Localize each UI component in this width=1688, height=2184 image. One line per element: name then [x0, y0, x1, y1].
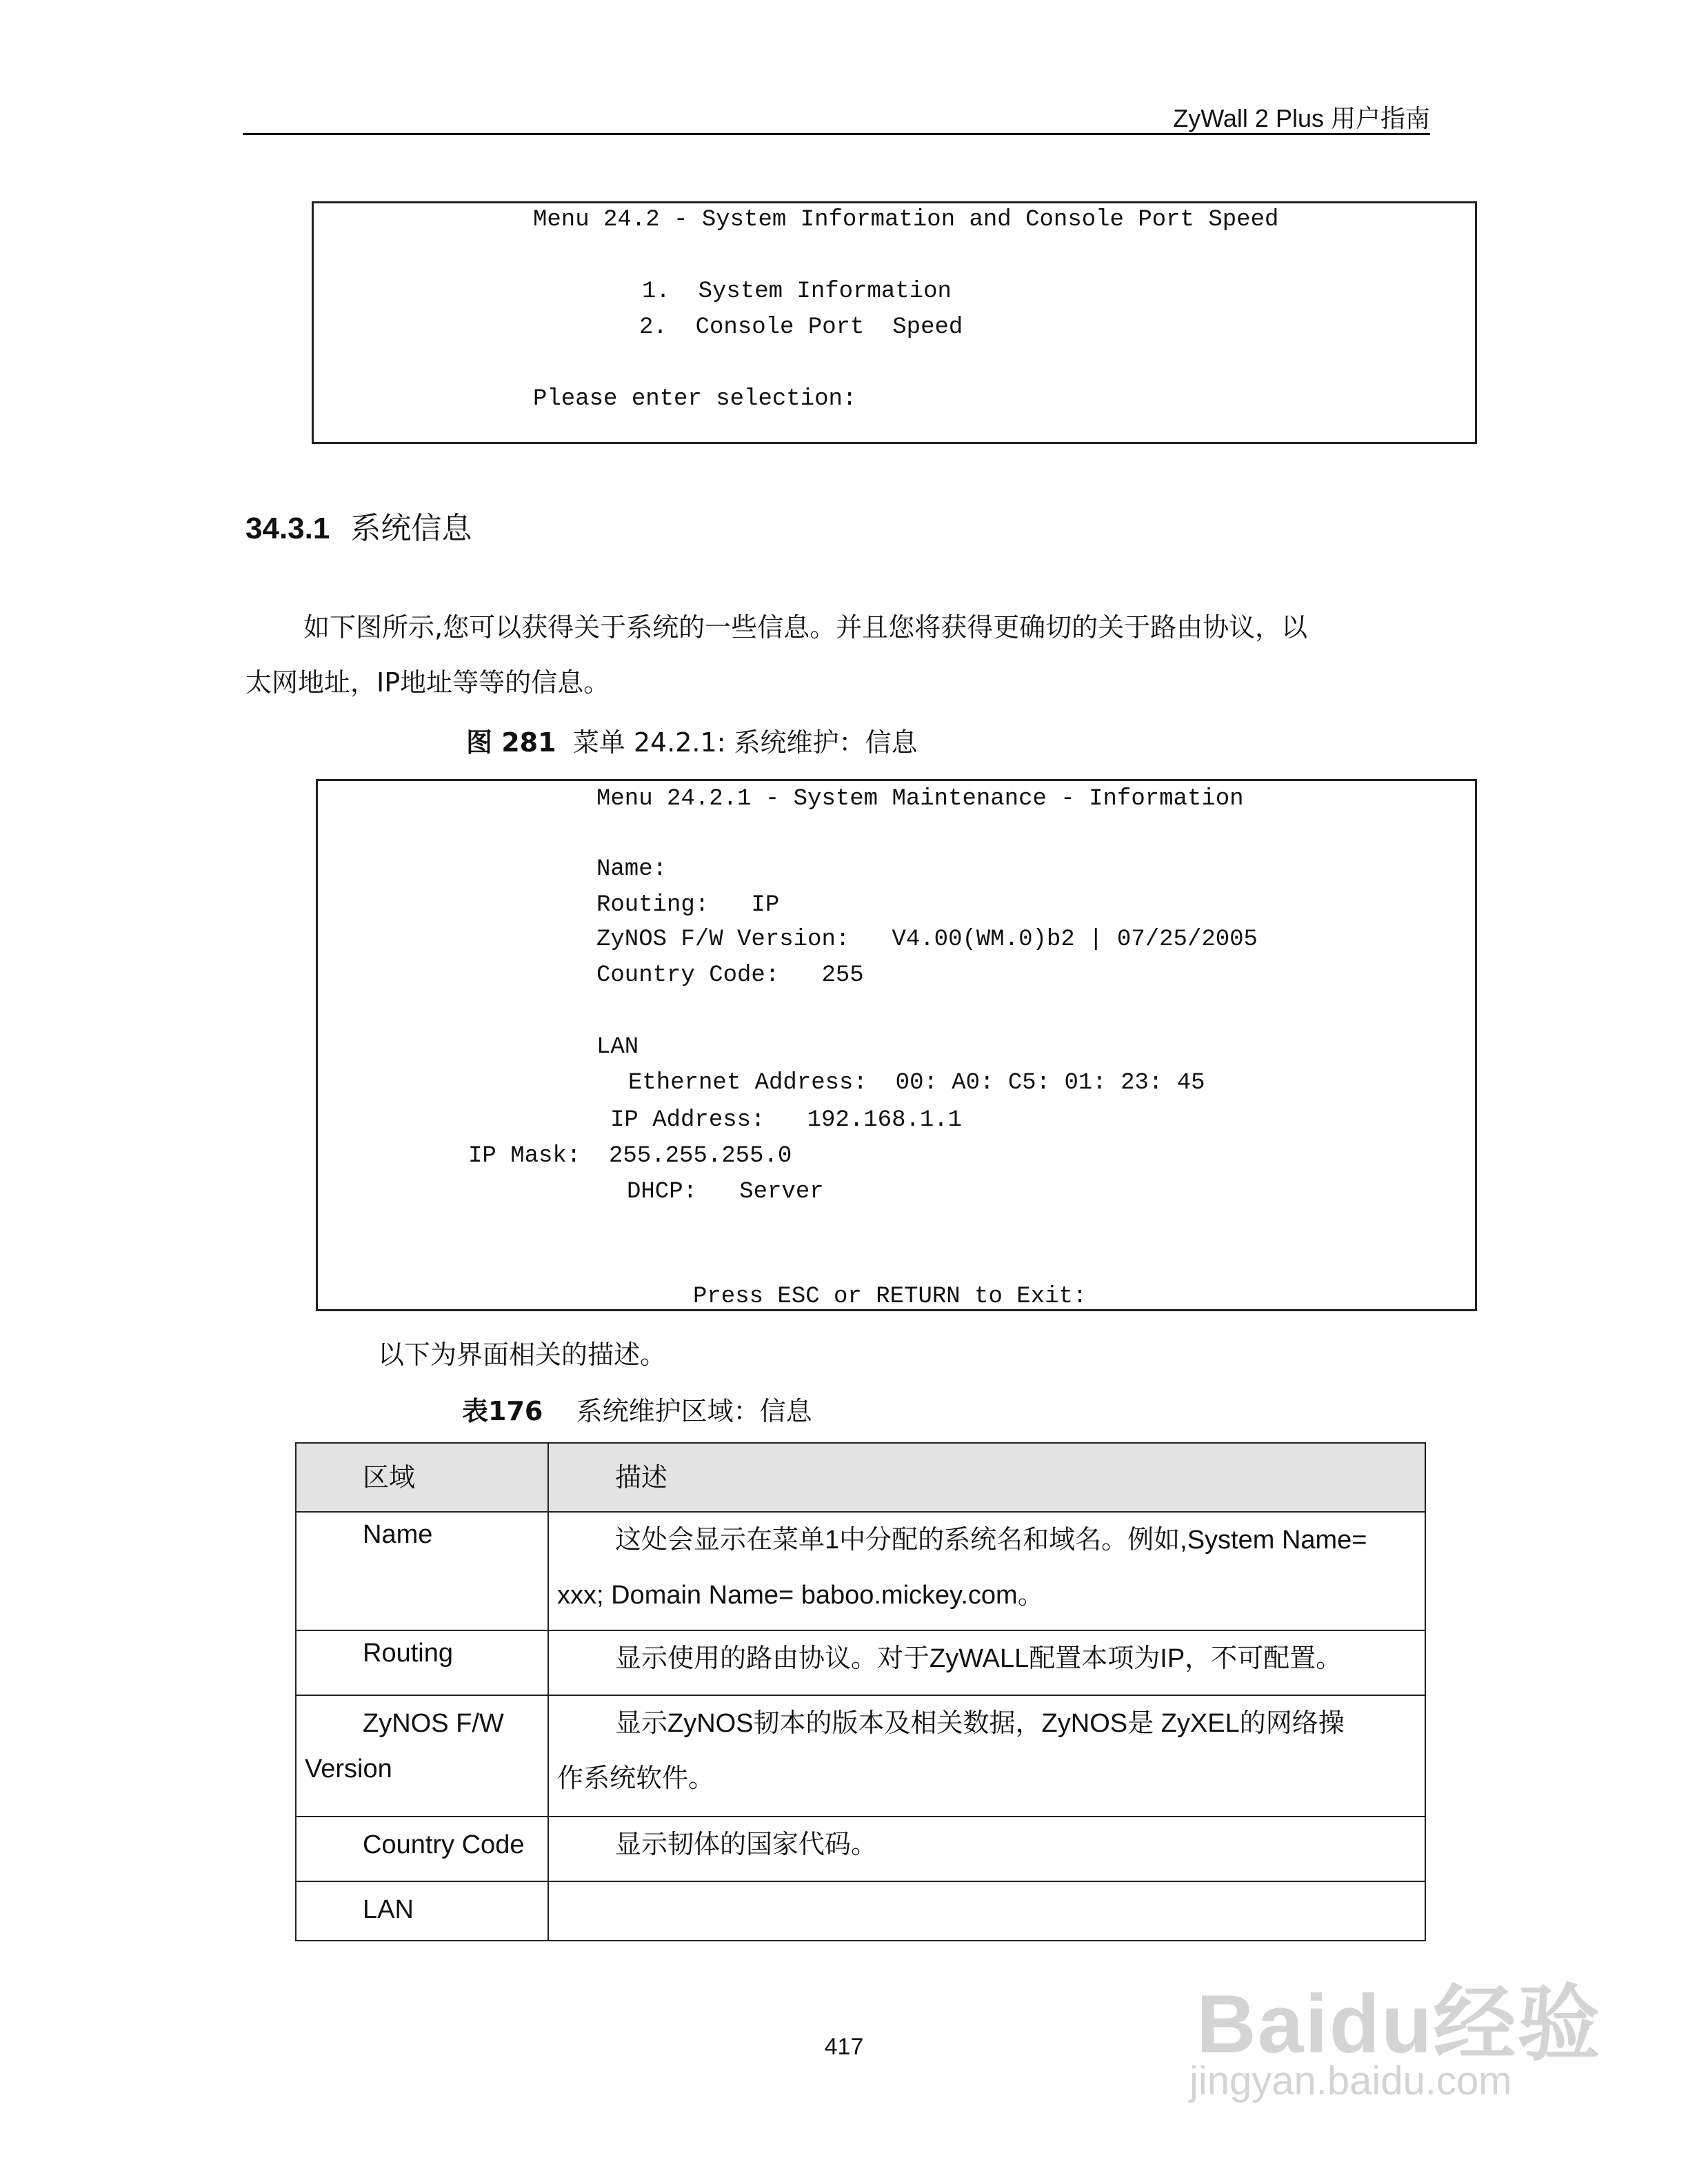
watermark-url: jingyan.baidu.com	[1189, 2059, 1512, 2103]
routing-line: Routing: IP	[596, 892, 780, 918]
ip-mask-line: IP Mask: 255.255.255.0	[468, 1143, 792, 1169]
menu-24-2-option-2: 2. Console Port Speed	[639, 314, 963, 341]
intro-line-2: 太网地址，IP地址等等的信息。	[245, 667, 610, 698]
menu-24-2-option-1: 1. System Information	[642, 279, 952, 305]
page-number: 417	[824, 2034, 864, 2060]
desc-cell: 显示使用的路由协议。对于ZyWALL配置本项为IP，不可配置。	[548, 1630, 1425, 1695]
ethernet-address-line: Ethernet Address: 00: A0: C5: 01: 23: 45	[628, 1070, 1205, 1096]
desc-cell	[548, 1881, 1425, 1941]
table-caption	[462, 1390, 812, 1428]
watermark-logo: Baidu经验	[1196, 1978, 1602, 2070]
menu-24-2-prompt: Please enter selection:	[533, 386, 857, 412]
dhcp-line: DHCP: Server	[627, 1179, 824, 1205]
table-row	[296, 1512, 1425, 1630]
menu-24-2-title: Menu 24.2 - System Information and Console Port Speed	[533, 207, 1279, 233]
field-cell: Name	[296, 1512, 548, 1630]
fw-version-line: ZyNOS F/W Version: V4.00(WM.0)b2 | 07/25/2005	[596, 927, 1258, 953]
field-cell: Country Code	[296, 1817, 548, 1881]
table-header-field: 区域	[296, 1443, 548, 1512]
table-row	[296, 1695, 1425, 1817]
describe-text: 以下为界面相关的描述。	[378, 1339, 667, 1370]
field-cell: ZyNOS F/W Version	[296, 1695, 548, 1817]
table-label: 表176	[462, 1396, 543, 1426]
header-title: ZyWall 2 Plus 用户指南	[1173, 104, 1430, 132]
field-cell: LAN	[296, 1881, 548, 1941]
lan-line: LAN	[596, 1034, 639, 1060]
figure-caption-text: 菜单 24.2.1: 系统维护：信息	[572, 727, 918, 758]
section-number: 34.3.1	[245, 512, 330, 545]
figure-caption	[466, 721, 918, 759]
ip-address-line: IP Address: 192.168.1.1	[610, 1107, 963, 1133]
menu-24-2-box	[312, 201, 1477, 444]
figure-label: 图 281	[466, 727, 556, 758]
desc-cell: 显示ZyNOS韧本的版本及相关数据，ZyNOS是 ZyXEL的网络操 作系统软件。	[548, 1695, 1425, 1817]
table-header-desc: 描述	[548, 1443, 1425, 1512]
field-cell: Routing	[296, 1630, 548, 1695]
menu-24-2-1-box	[316, 779, 1477, 1311]
menu-24-2-1-title: Menu 24.2.1 - System Maintenance - Information	[596, 786, 1244, 812]
section-title: 系统信息	[350, 512, 472, 545]
table-header-row	[296, 1443, 1425, 1512]
desc-cell: 显示韧体的国家代码。	[548, 1817, 1425, 1881]
table-row	[296, 1881, 1425, 1941]
intro-line-1: 如下图所示,您可以获得关于系统的一些信息。并且您将获得更确切的关于路由协议，以	[303, 612, 1308, 643]
desc-cell: 这处会显示在菜单1中分配的系统名和域名。例如,System Name= xxx; Domain Name= baboo.mickey.com。	[548, 1512, 1425, 1630]
exit-prompt: Press ESC or RETURN to Exit:	[693, 1284, 1087, 1310]
section-heading	[245, 503, 472, 547]
country-code-line: Country Code: 255	[596, 962, 864, 989]
table-row	[296, 1817, 1425, 1881]
header-rule	[243, 133, 1430, 135]
name-line: Name:	[596, 856, 667, 882]
description-table	[295, 1442, 1426, 1941]
table-row	[296, 1630, 1425, 1695]
table-caption-text: 系统维护区域：信息	[576, 1396, 812, 1426]
